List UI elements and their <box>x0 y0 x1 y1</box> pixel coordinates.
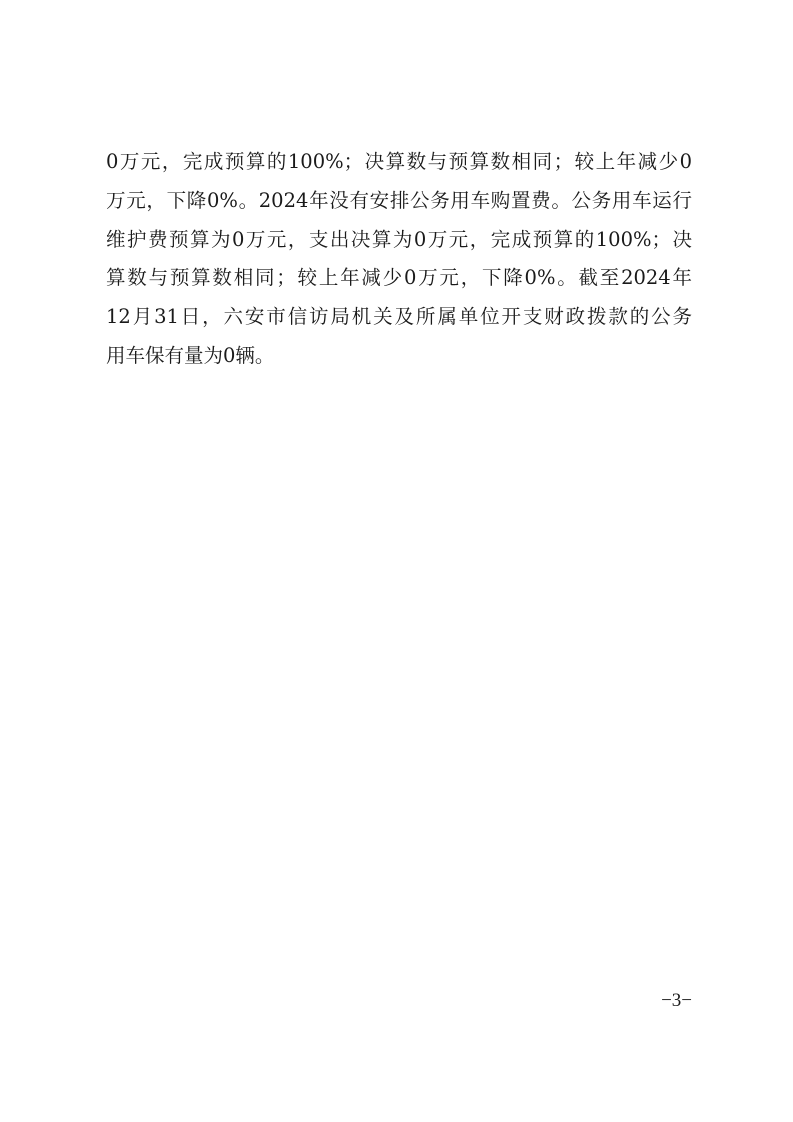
text-line: 用车保有量为0辆。 <box>106 343 275 367</box>
body-paragraph <box>106 143 692 376</box>
text-line: 12月31日，六安市信访局机关及所属单位开支财政拨款的公务 <box>106 305 692 329</box>
page-number: −3− <box>661 990 692 1011</box>
text-line: 0万元，完成预算的100%；决算数与预算数相同；较上年减少0 <box>106 150 692 173</box>
text-line: 万元，下降0%。2024年没有安排公务用车购置费。公务用车运行 <box>106 188 692 212</box>
text-line: 维护费预算为0万元，支出决算为0万元，完成预算的100%；决 <box>106 227 692 251</box>
text-line: 算数与预算数相同；较上年减少0万元，下降0%。截至2024年 <box>106 266 692 290</box>
